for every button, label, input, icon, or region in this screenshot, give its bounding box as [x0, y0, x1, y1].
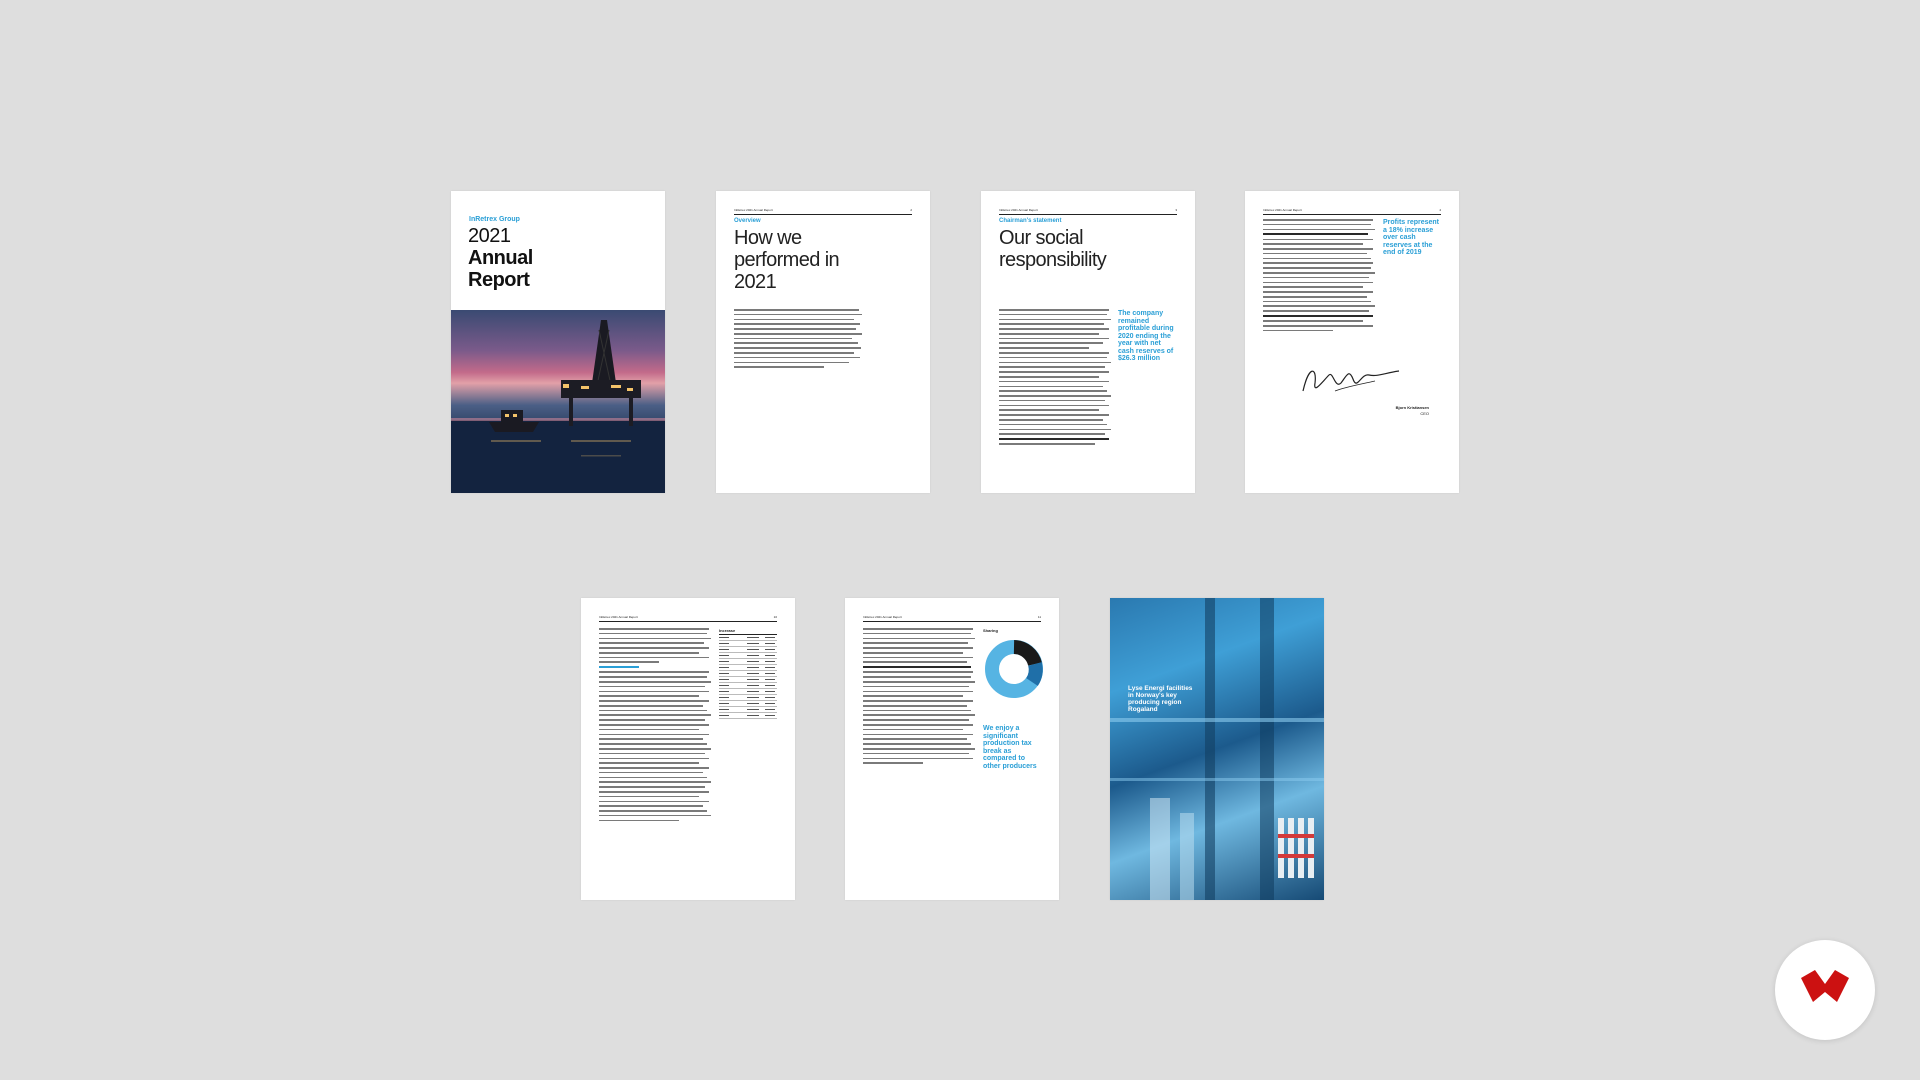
- body-text: [734, 309, 864, 371]
- header-title: InRetrex 2021 Annual Report: [1263, 208, 1302, 212]
- header-title: InRetrex 2021 Annual Report: [599, 615, 638, 619]
- header-title: InRetrex 2021 Annual Report: [734, 208, 773, 212]
- page-thumbnail-operations[interactable]: [581, 598, 795, 900]
- signatory-title: CEO: [1420, 411, 1429, 416]
- chart-title: Sharing: [983, 628, 998, 633]
- running-header: [1263, 208, 1441, 215]
- body-text: [999, 309, 1111, 448]
- signatory-name: Bjorn Kristiansen: [1395, 405, 1429, 410]
- page-number: 2: [910, 208, 912, 212]
- running-header: [999, 208, 1177, 215]
- brand-logo-button[interactable]: [1775, 940, 1875, 1040]
- pull-quote: We enjoy a significant production tax break as compared to other producers: [983, 725, 1037, 770]
- body-text: [1263, 219, 1375, 335]
- donut-segment-mid: [1032, 664, 1036, 682]
- red-chevron-logo-icon: [1801, 970, 1849, 1010]
- page-thumbnail-chairman-continued[interactable]: [1245, 191, 1459, 493]
- handwritten-signature: [1295, 361, 1405, 401]
- pull-quote: Profits represent a 18% increase over cash reserves at the end of 2019: [1383, 219, 1440, 256]
- donut-chart: [983, 638, 1045, 700]
- industrial-plant-photo: [1110, 598, 1324, 900]
- cover-title: Annual Report: [468, 247, 533, 291]
- plant-illustration: [1110, 598, 1324, 900]
- pull-quote: The company remained profitable during 2020 ending the year with net cash reserves of $26.3 million: [1118, 310, 1174, 362]
- page-thumbnail-plant-photo[interactable]: [1110, 598, 1324, 900]
- page-number: 4: [1439, 208, 1441, 212]
- running-header: [734, 208, 912, 215]
- running-header: [863, 615, 1041, 622]
- donut-segment-dark: [1014, 647, 1035, 664]
- body-text: [599, 628, 711, 824]
- page-thumbnail-overview[interactable]: [716, 191, 930, 493]
- header-title: InRetrex 2021 Annual Report: [999, 208, 1038, 212]
- data-table: [719, 628, 777, 719]
- page-number: 11: [1037, 615, 1041, 619]
- body-text: [863, 628, 975, 767]
- section-title: Our social responsibility: [999, 227, 1107, 271]
- running-header: [599, 615, 777, 622]
- section-kicker: Chairman's statement: [999, 218, 1062, 224]
- cover-brand: InRetrex Group: [469, 216, 520, 223]
- page-thumbnail-sharing[interactable]: [845, 598, 1059, 900]
- page-number: 10: [773, 615, 777, 619]
- section-title: How we performed in 2021: [734, 227, 840, 293]
- page-thumbnail-cover[interactable]: [451, 191, 665, 493]
- table-title: Increase: [719, 628, 777, 635]
- header-title: InRetrex 2021 Annual Report: [863, 615, 902, 619]
- page-number: 3: [1175, 208, 1177, 212]
- page-thumbnail-chairman[interactable]: [981, 191, 1195, 493]
- cover-year: 2021: [468, 225, 511, 247]
- section-kicker: Overview: [734, 218, 761, 224]
- oil-rig-illustration: [451, 310, 665, 493]
- photo-caption: Lyse Energi facilities in Norway's key producing region Rogaland: [1128, 685, 1193, 713]
- oil-rig-photo: [451, 310, 665, 493]
